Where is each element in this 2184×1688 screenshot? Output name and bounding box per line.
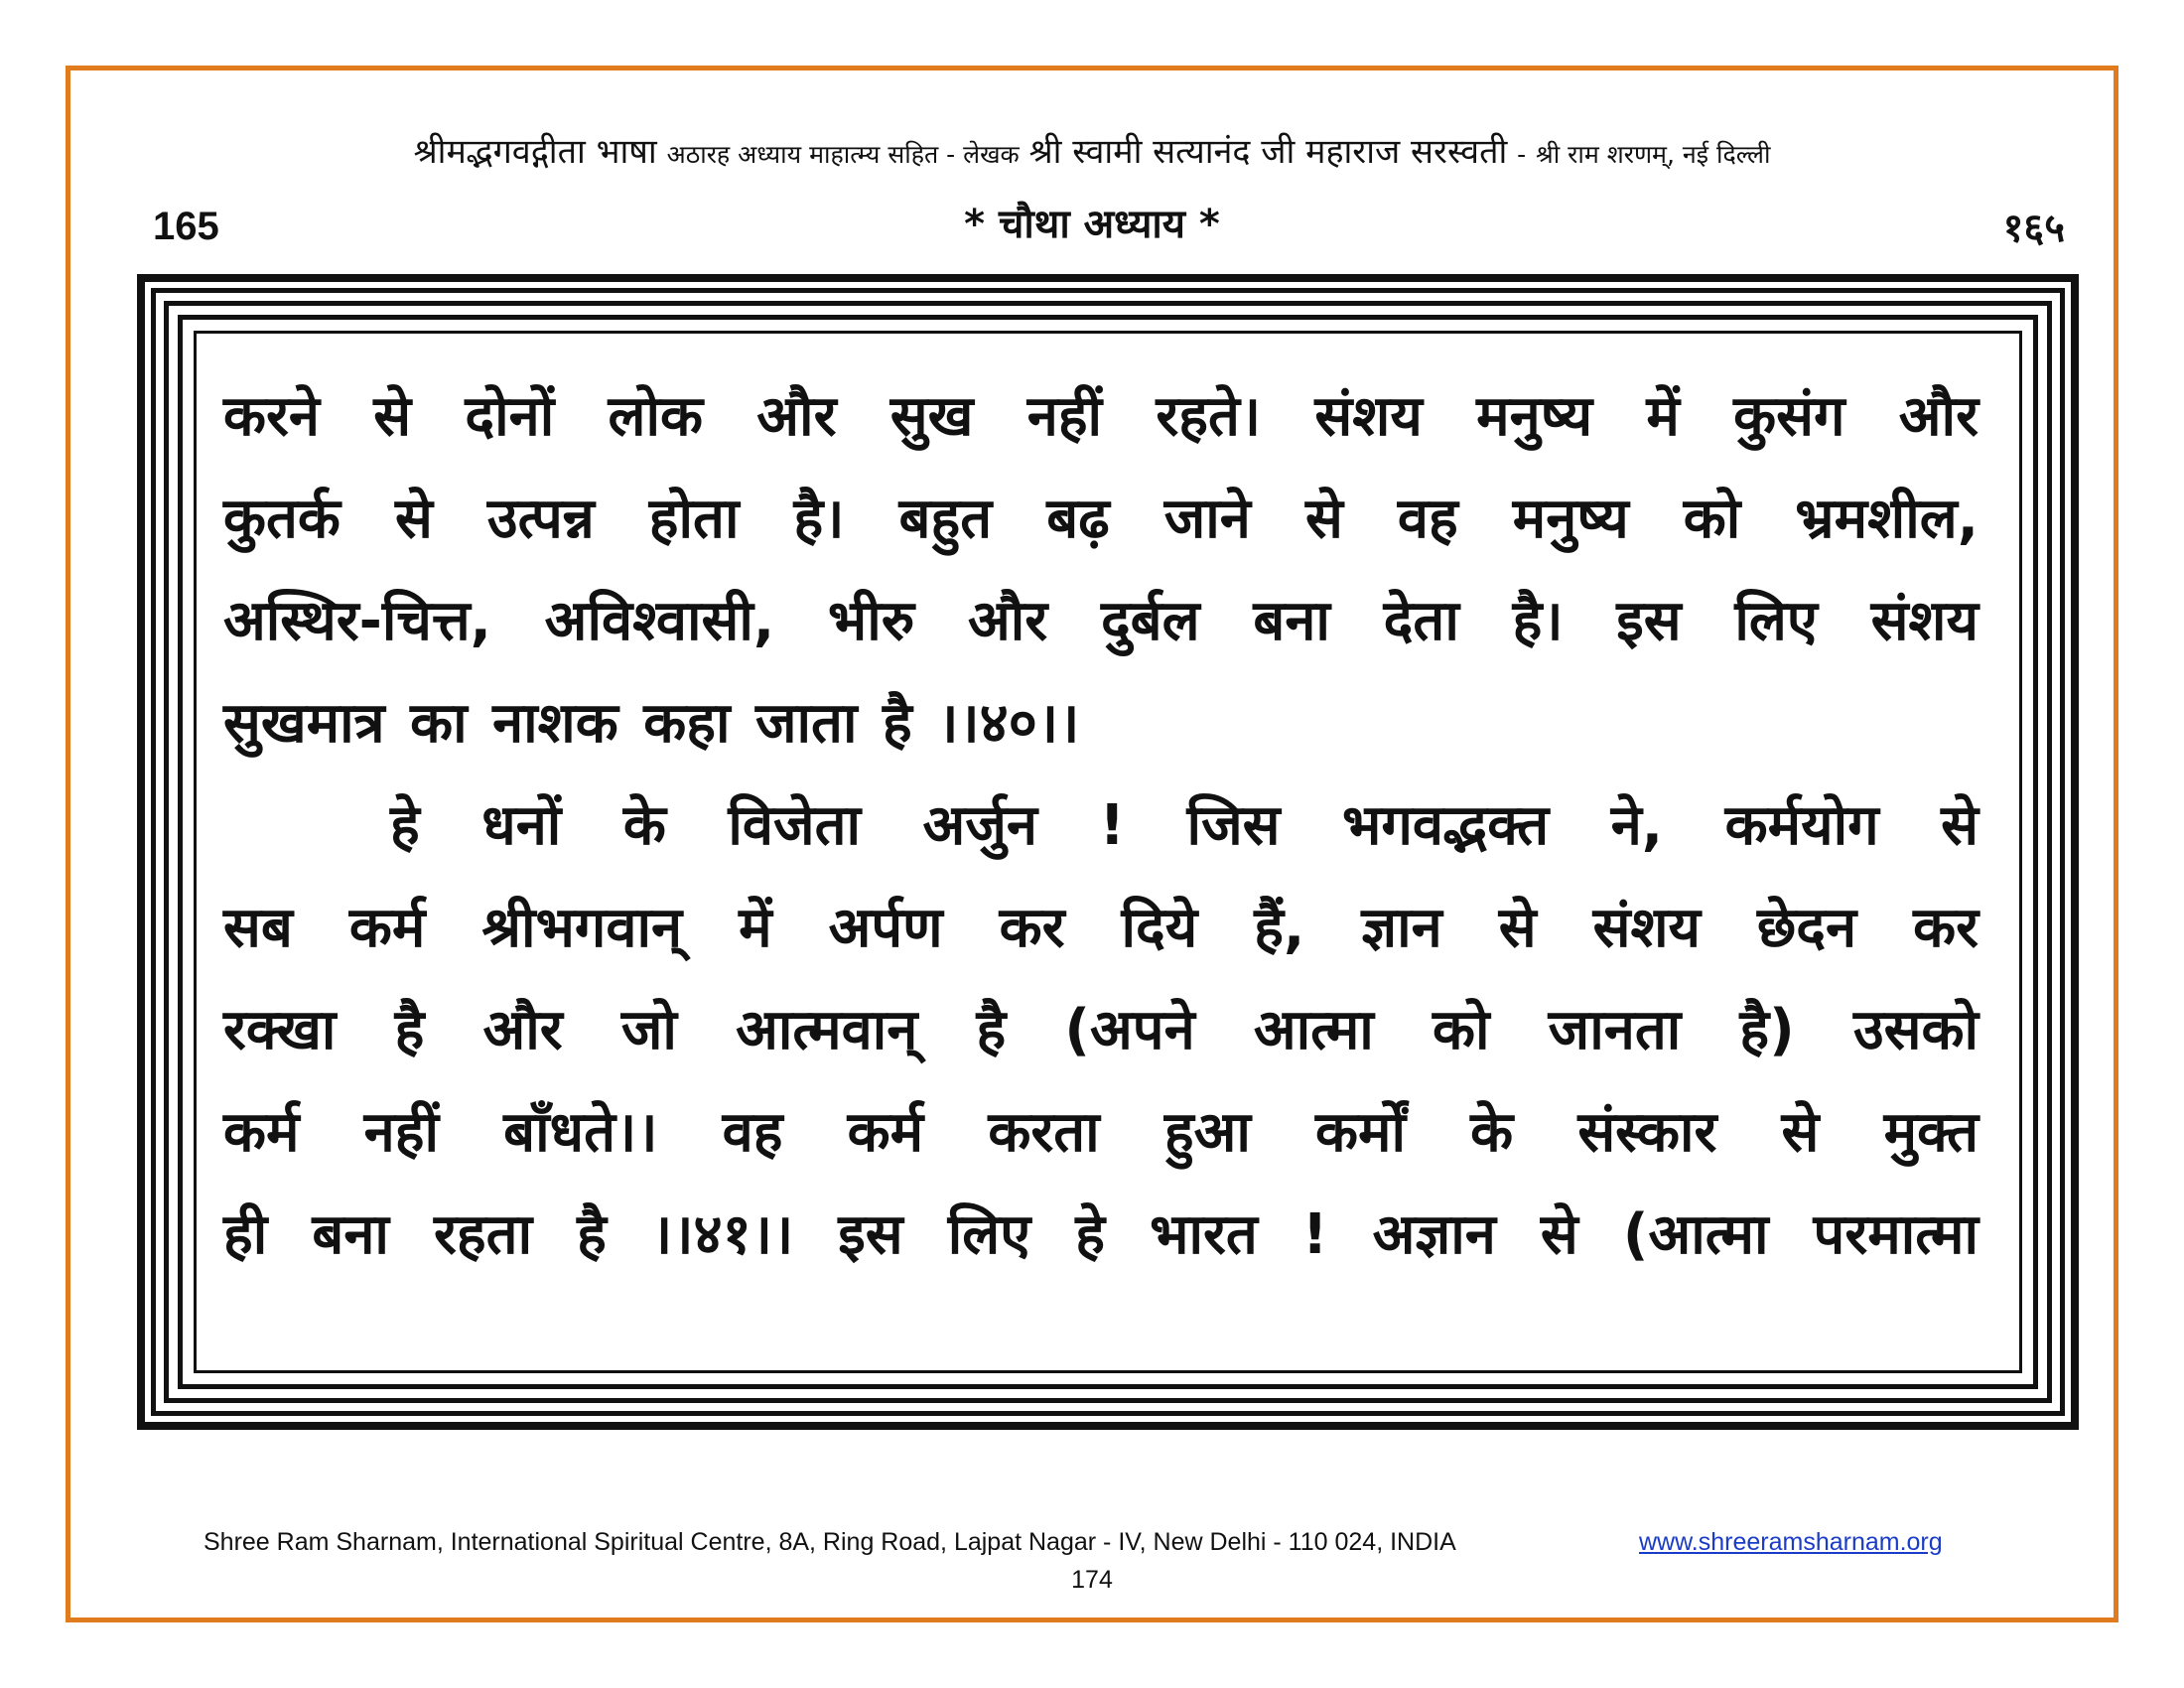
verse-line: कुतर्क से उत्पन्न होता है। बहुत बढ़ जाने से वह मनुष्य को भ्रमशील, <box>223 487 1979 551</box>
page-number-right: १६५ <box>2002 206 2065 251</box>
pdf-page-number: 174 <box>1071 1566 1113 1594</box>
footer-address: Shree Ram Sharnam, International Spiritual Centre, 8A, Ring Road, Lajpat Nagar - IV, New Delhi - 110 024, INDIA <box>204 1528 1456 1556</box>
author-name: श्री स्वामी सत्यानंद जी महाराज सरस्वती <box>1028 132 1508 172</box>
verse-line: हे धनों के विजेता अर्जुन ! जिस भगवद्भक्त ने, कर्मयोग से <box>390 793 1979 858</box>
page-number-left: 165 <box>153 205 219 248</box>
book-subtitle: अठारह अध्याय माहात्म्य सहित - लेखक <box>666 140 1020 169</box>
running-header <box>0 127 2184 173</box>
verse-line: सुखमात्र का नाशक कहा जाता है ।।४०।। <box>223 691 1080 756</box>
verse-line: कर्म नहीं बाँधते।। वह कर्म करता हुआ कर्मों के संस्कार से मुक्त <box>223 1100 1979 1165</box>
book-title: श्रीमद्भगवद्गीता भाषा <box>413 132 657 172</box>
chapter-title: * चौथा अध्याय * <box>964 202 1220 247</box>
publisher-name: श्री राम शरणम्, नई दिल्ली <box>1536 140 1771 169</box>
header-separator: - <box>1517 140 1527 169</box>
website-link[interactable]: www.shreeramsharnam.org <box>1639 1528 1943 1556</box>
verse-text <box>223 365 1979 1286</box>
verse-line: रक्खा है और जो आत्मवान् है (अपने आत्मा को जानता है) उसको <box>223 998 1979 1062</box>
verse-line: करने से दोनों लोक और सुख नहीं रहते। संशय मनुष्य में कुसंग और <box>223 384 1979 449</box>
verse-line: सब कर्म श्रीभगवान् में अर्पण कर दिये हैं, ज्ञान से संशय छेदन कर <box>223 896 1979 960</box>
verse-line: ही बना रहता है ।।४१।। इस लिए हे भारत ! अज्ञान से (आत्मा परमात्मा <box>223 1202 1979 1267</box>
verse-line: अस्थिर-चित्त, अविश्वासी, भीरु और दुर्बल बना देता है। इस लिए संशय <box>223 589 1979 653</box>
